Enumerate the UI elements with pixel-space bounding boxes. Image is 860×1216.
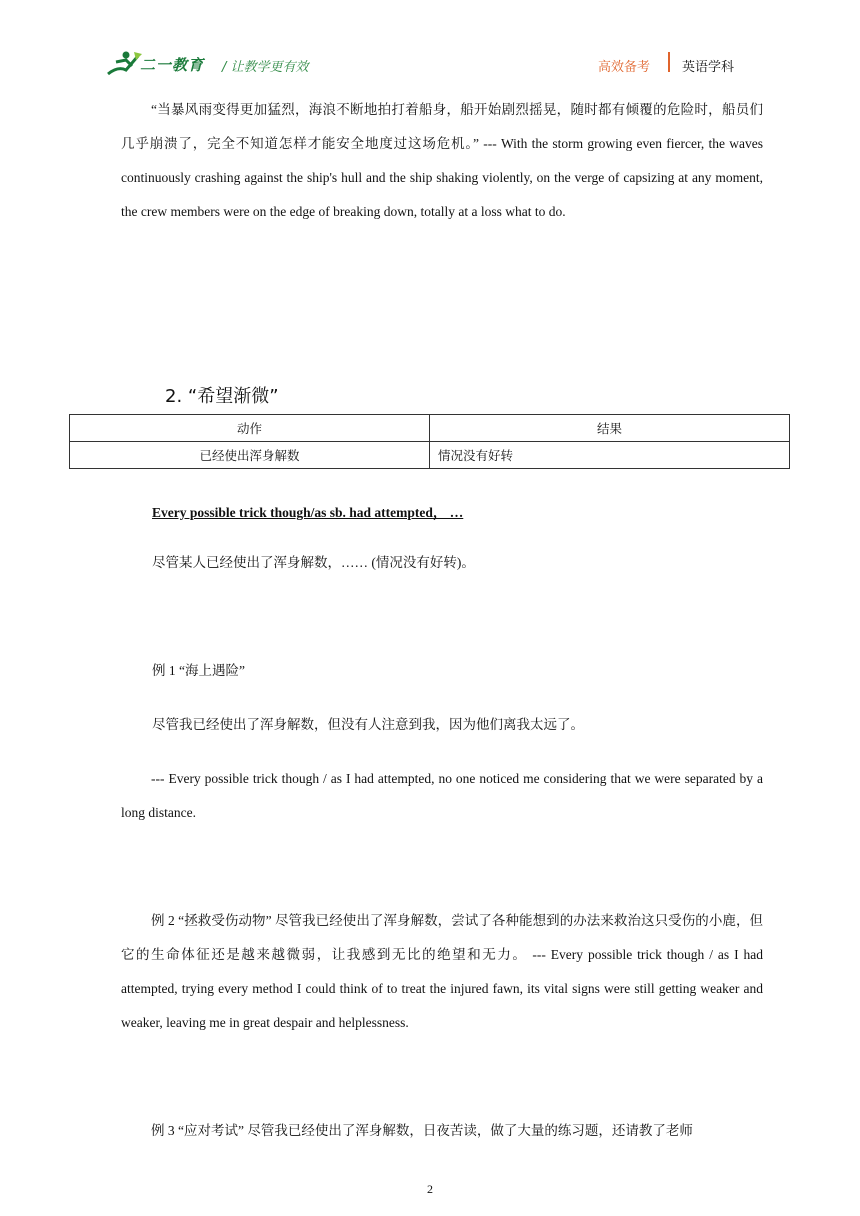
example-3-paragraph: 例 3 “应对考试” 尽管我已经使出了浑身解数，日夜苦读，做了大量的练习题，还请教了老师 [151, 1123, 693, 1138]
header-divider [668, 52, 670, 72]
table-cell: 已经使出浑身解数 [70, 442, 430, 469]
runner-logo-icon [104, 48, 144, 80]
table-header-cell: 结果 [430, 415, 790, 442]
example-1-chinese: 尽管我已经使出了浑身解数，但没有人注意到我，因为他们离我太远了。 [152, 717, 584, 732]
example-1-title: 例 1 “海上遇险” [152, 663, 245, 678]
header-label-subject: 英语学科 [682, 60, 735, 75]
intro-paragraph: “当暴风雨变得更加猛烈，海浪不断地拍打着船身，船开始剧烈摇晃，随时都有倾覆的危险时，船员们几乎崩溃了，完全不知道怎样才能安全地度过这场危机。” --- With the storm growing even fiercer, the waves continuously crashing against the ship's hull and the ship shaking violently, on the verge of capsizing at any moment, the crew members were on the edge of breaking down, totally at a loss what to do. [121, 102, 763, 219]
slogan: / 让教学更有效 [222, 60, 309, 75]
header-label-prep: 高效备考 [598, 60, 651, 75]
table-header-cell: 动作 [70, 415, 430, 442]
example-1-english: --- Every possible trick though / as I had attempted, no one noticed me considering that we were separated by a long distance. [121, 771, 763, 820]
key-meaning: 尽管某人已经使出了浑身解数，…… (情况没有好转)。 [152, 555, 475, 570]
table-row [70, 442, 790, 469]
example-2-paragraph: 例 2 “拯救受伤动物” 尽管我已经使出了浑身解数，尝试了各种能想到的办法来救治这只受伤的小鹿，但它的生命体征还是越来越微弱，让我感到无比的绝望和无力。 --- Every possible trick though / as I had attempted, trying every method I could think of to treat the injured fawn, its vital signs were still getting weaker and weaker, leaving me in great despair and helplessness. [121, 913, 763, 1030]
action-result-table [69, 414, 790, 469]
section-title: 2. “希望渐微” [165, 386, 279, 407]
table-cell: 情况没有好转 [430, 442, 790, 469]
page-number: 2 [427, 1182, 433, 1196]
key-phrase: Every possible trick though/as sb. had attempted， … [152, 505, 464, 520]
table-header-row [70, 415, 790, 442]
logo-text: 二一教育 [140, 56, 205, 74]
